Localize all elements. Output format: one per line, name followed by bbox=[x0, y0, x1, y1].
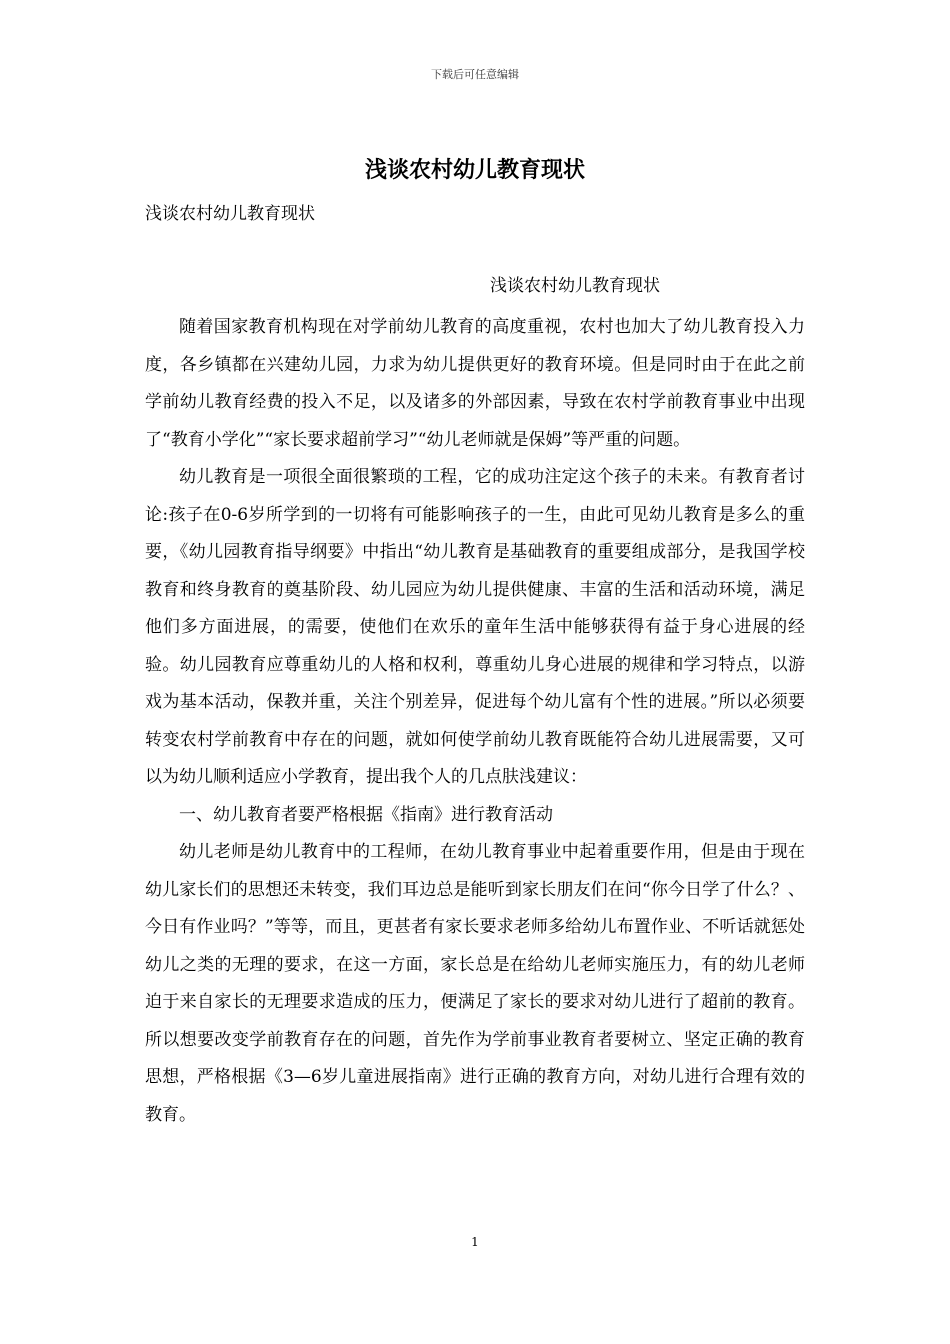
paragraph-3: 幼儿老师是幼儿教育中的工程师，在幼儿教育事业中起着重要作用，但是由于现在幼儿家长们的思想还未转变，我们耳边总是能听到家长朋友们在问“你今日学了什么？、今日有作业吗？”等等，而且，更甚者有家长要求老师多给幼儿布置作业、不听话就惩处幼儿之类的无理的要求，在这一方面，家长总是在给幼儿老师实施压力，有的幼儿老师迫于来自家长的无理要求造成的压力，便满足了家长的要求对幼儿进行了超前的教育。所以想要改变学前教育存在的问题，首先作为学前事业教育者要树立、坚定正确的教育思想，严格根据《3—6岁儿童进展指南》进行正确的教育方向，对幼儿进行合理有效的教育。 bbox=[145, 842, 805, 1125]
page-number: 1 bbox=[471, 1235, 479, 1249]
section-heading-1: 一、幼儿教育者要严格根据《指南》进行教育活动 bbox=[179, 804, 553, 825]
document-body bbox=[145, 309, 805, 1134]
document-title: 浅谈农村幼儿教育现状 bbox=[364, 157, 585, 183]
paragraph-1: 随着国家教育机构现在对学前幼儿教育的高度重视，农村也加大了幼儿教育投入力度，各乡镇都在兴建幼儿园，力求为幼儿提供更好的教育环境。但是同时由于在此之前学前幼儿教育经费的投入不足，以及诸多的外部因素，导致在农村学前教育事业中出现了“教育小学化”“家长要求超前学习”“幼儿老师就是保姆”等严重的问题。 bbox=[145, 317, 805, 450]
page-header: 下载后可任意编辑 bbox=[431, 68, 519, 81]
paragraph-2: 幼儿教育是一项很全面很繁琐的工程，它的成功注定这个孩子的未来。有教育者讨论:孩子在0-6岁所学到的一切将有可能影响孩子的一生，由此可见幼儿教育是多么的重要，《幼儿园教育指导纲要》中指出“幼儿教育是基础教育的重要组成部分，是我国学校教育和终身教育的奠基阶段、幼儿园应为幼儿提供健康、丰富的生活和活动环境，满足他们多方面进展，的需要，使他们在欢乐的童年生活中能够获得有益于身心进展的经验。幼儿园教育应尊重幼儿的人格和权利，尊重幼儿身心进展的规律和学习特点，以游戏为基本活动，保教并重，关注个别差异，促进每个幼儿富有个性的进展。”所以必须要转变农村学前教育中存在的问题，就如何使学前幼儿教育既能符合幼儿进展需要，又可以为幼儿顺利适应小学教育，提出我个人的几点肤浅建议： bbox=[145, 467, 805, 787]
document-subtitle: 浅谈农村幼儿教育现状 bbox=[145, 204, 315, 224]
centered-title: 浅谈农村幼儿教育现状 bbox=[490, 276, 660, 296]
